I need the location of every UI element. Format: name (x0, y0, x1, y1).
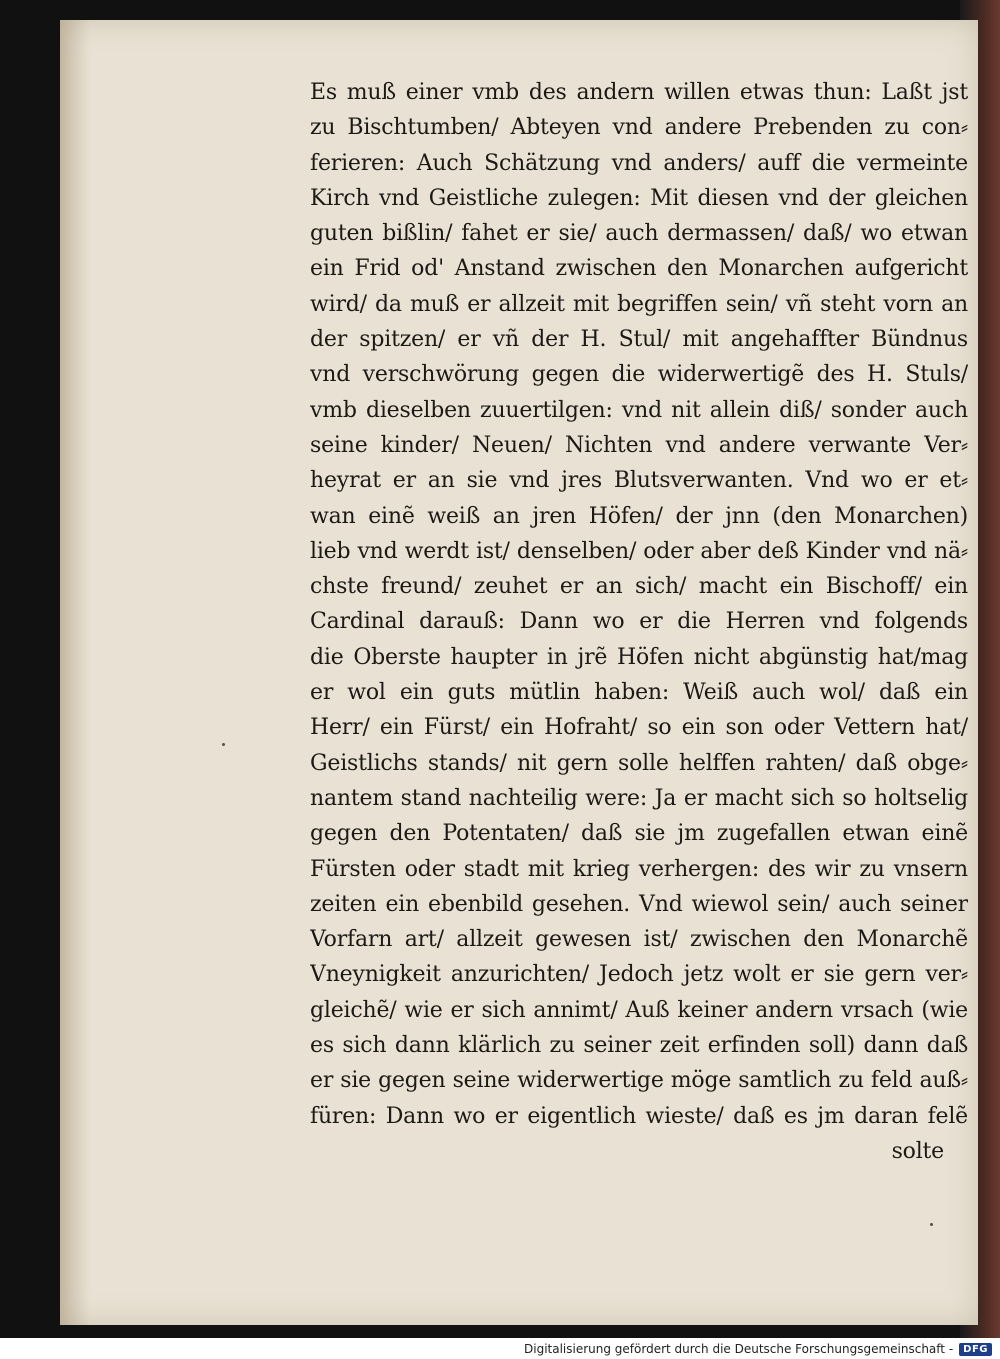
text-line: vmb dieselben zuuertilgen: vnd nit allein diß/ sonder auch (310, 397, 968, 423)
text-line: vnd verschwörung gegen die widerwertigẽ des H. Stuls/ (310, 362, 968, 388)
text-line: Kirch vnd Geistliche zulegen: Mit diesen vnd der gleichen (310, 185, 968, 211)
page-speck (222, 743, 225, 746)
text-line: gegen den Potentaten/ daß sie jm zugefallen etwan einẽ (310, 821, 968, 847)
text-line: seine kinder/ Neuen/ Nichten vnd andere verwante Ver⸗ (310, 432, 968, 458)
text-line: es sich dann klärlich zu seiner zeit erfinden soll) dann daß (310, 1033, 968, 1059)
text-line: zeiten ein ebenbild gesehen. Vnd wiewol sein/ auch seiner (310, 891, 968, 917)
text-line: heyrat er an sie vnd jres Blutsverwanten. Vnd wo er et⸗ (310, 468, 968, 494)
digitization-footer (524, 1340, 992, 1358)
text-line: wird/ da muß er allzeit mit begriffen sein/ vñ steht vorn an (310, 291, 968, 317)
text-line: guten bißlin/ fahet er sie/ auch dermassen/ daß/ wo etwan (310, 221, 968, 247)
text-line: Vorfarn art/ allzeit gewesen ist/ zwischen den Monarchẽ (310, 927, 968, 953)
text-line: lieb vnd werdt ist/ denselben/ oder aber deß Kinder vnd nä⸗ (310, 538, 968, 564)
text-line: Geistlichs stands/ nit gern solle helffen rahten/ daß obge⸗ (310, 750, 968, 776)
text-line: wan einẽ weiß an jren Höfen/ der jnn (den Monarchen) (310, 503, 968, 529)
text-line: Es muß einer vmb des andern willen etwas thun: Laßt jst (310, 80, 968, 105)
page-text (310, 75, 968, 1169)
page-speck (930, 1223, 933, 1226)
text-line: zu Bischtumben/ Abteyen vnd andere Prebenden zu con⸗ (310, 115, 968, 141)
text-line: Herr/ ein Fürst/ ein Hofraht/ so ein son oder Vettern hat/ (310, 715, 968, 741)
text-line: Fürsten oder stadt mit krieg verhergen: des wir zu vnsern (310, 856, 968, 882)
text-line: der spitzen/ er vñ der H. Stul/ mit angehaffter Bündnus (310, 327, 968, 353)
text-line: ein Frid od' Anstand zwischen den Monarchen aufgericht (310, 256, 968, 282)
text-line: gleichẽ/ wie er sich annimt/ Auß keiner andern vrsach (wie (310, 997, 968, 1023)
text-line: er sie gegen seine widerwertige möge samtlich zu feld auß⸗ (310, 1068, 968, 1094)
text-line: füren: Dann wo er eigentlich wieste/ daß es jm daran felẽ (310, 1103, 968, 1129)
text-line: Cardinal darauß: Dann wo er die Herren vnd folgends (310, 609, 968, 635)
dfg-logo: DFG (959, 1343, 992, 1356)
text-line: nantem stand nachteilig were: Ja er macht sich so holtselig (310, 785, 968, 811)
text-line: Vneynigkeit anzurichten/ Jedoch jetz wolt er sie gern ver⸗ (310, 962, 968, 988)
catchword: solte (891, 1138, 944, 1164)
text-line: er wol ein guts mütlin haben: Weiß auch wol/ daß ein (310, 680, 968, 706)
text-line: chste freund/ zeuhet er an sich/ macht ein Bischoff/ ein (310, 574, 968, 600)
book-page (60, 20, 978, 1325)
text-line: ferieren: Auch Schätzung vnd anders/ auff die vermeinte (310, 150, 968, 176)
footer-credit: Digitalisierung gefördert durch die Deutsche Forschungsgemeinschaft - (524, 1342, 954, 1356)
text-line: die Oberste haupter in jrẽ Höfen nicht abgünstig hat/mag (310, 644, 968, 670)
